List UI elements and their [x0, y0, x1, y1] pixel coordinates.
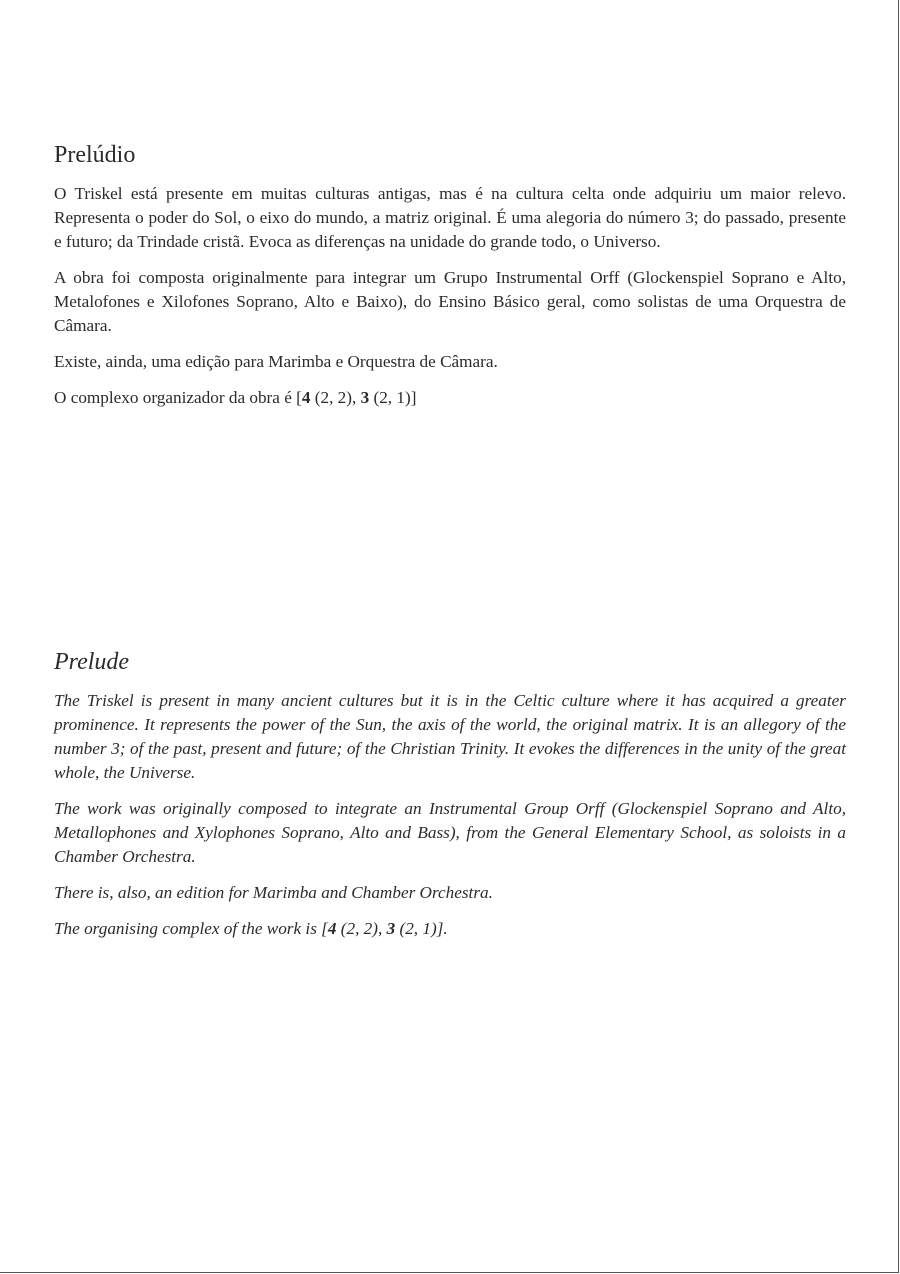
english-complex-line [54, 917, 846, 941]
english-paragraph-2: The work was originally composed to integrate an Instrumental Group Orff (Glockenspiel Soprano and Alto, Metallophones and Xylophones Soprano, Alto and Bass), from the General Elementary School, as soloists in a Chamber Orchestra. [54, 799, 846, 866]
complex-number-2: 3 [360, 388, 370, 407]
portuguese-title: Prelúdio [54, 142, 136, 168]
portuguese-paragraph-2: A obra foi composta originalmente para integrar um Grupo Instrumental Orff (Glockenspiel Soprano e Alto, Metalofones e Xilofones Soprano, Alto e Baixo), do Ensino Básico geral, como solistas de uma Orquestra de Câmara. [54, 268, 846, 335]
complex-prefix: The organising complex of the work is [ [54, 919, 328, 938]
complex-number-2: 3 [386, 919, 396, 938]
complex-number-1: 4 [327, 919, 337, 938]
english-section [54, 647, 846, 953]
complex-suffix: (2, 1)] [369, 388, 417, 407]
portuguese-paragraph-3: Existe, ainda, uma edição para Marimba e Orquestra de Câmara. [54, 352, 498, 371]
complex-prefix: O complexo organizador da obra é [ [54, 388, 302, 407]
complex-number-1: 4 [301, 388, 311, 407]
complex-middle: (2, 2), [336, 919, 387, 938]
portuguese-paragraph-1: O Triskel está presente em muitas culturas antigas, mas é na cultura celta onde adquiriu um maior relevo. Representa o poder do Sol, o eixo do mundo, a matriz original. É uma alegoria do número 3; do passado, presente e futuro; da Trindade cristã. Evoca as diferenças na unidade do grande todo, o Universo. [54, 184, 846, 251]
portuguese-complex-line [54, 386, 846, 410]
english-title: Prelude [54, 649, 130, 675]
english-paragraph-1: The Triskel is present in many ancient cultures but it is in the Celtic culture where it has acquired a greater prominence. It represents the power of the Sun, the axis of the world, the original matrix. It is an allegory of the number 3; of the past, present and future; of the Christian Trinity. It evokes the differences in the unity of the great whole, the Universe. [54, 691, 846, 782]
english-paragraph-3: There is, also, an edition for Marimba and Chamber Orchestra. [54, 883, 493, 902]
portuguese-section [54, 140, 846, 422]
complex-suffix: (2, 1)]. [395, 919, 448, 938]
complex-middle: (2, 2), [310, 388, 361, 407]
